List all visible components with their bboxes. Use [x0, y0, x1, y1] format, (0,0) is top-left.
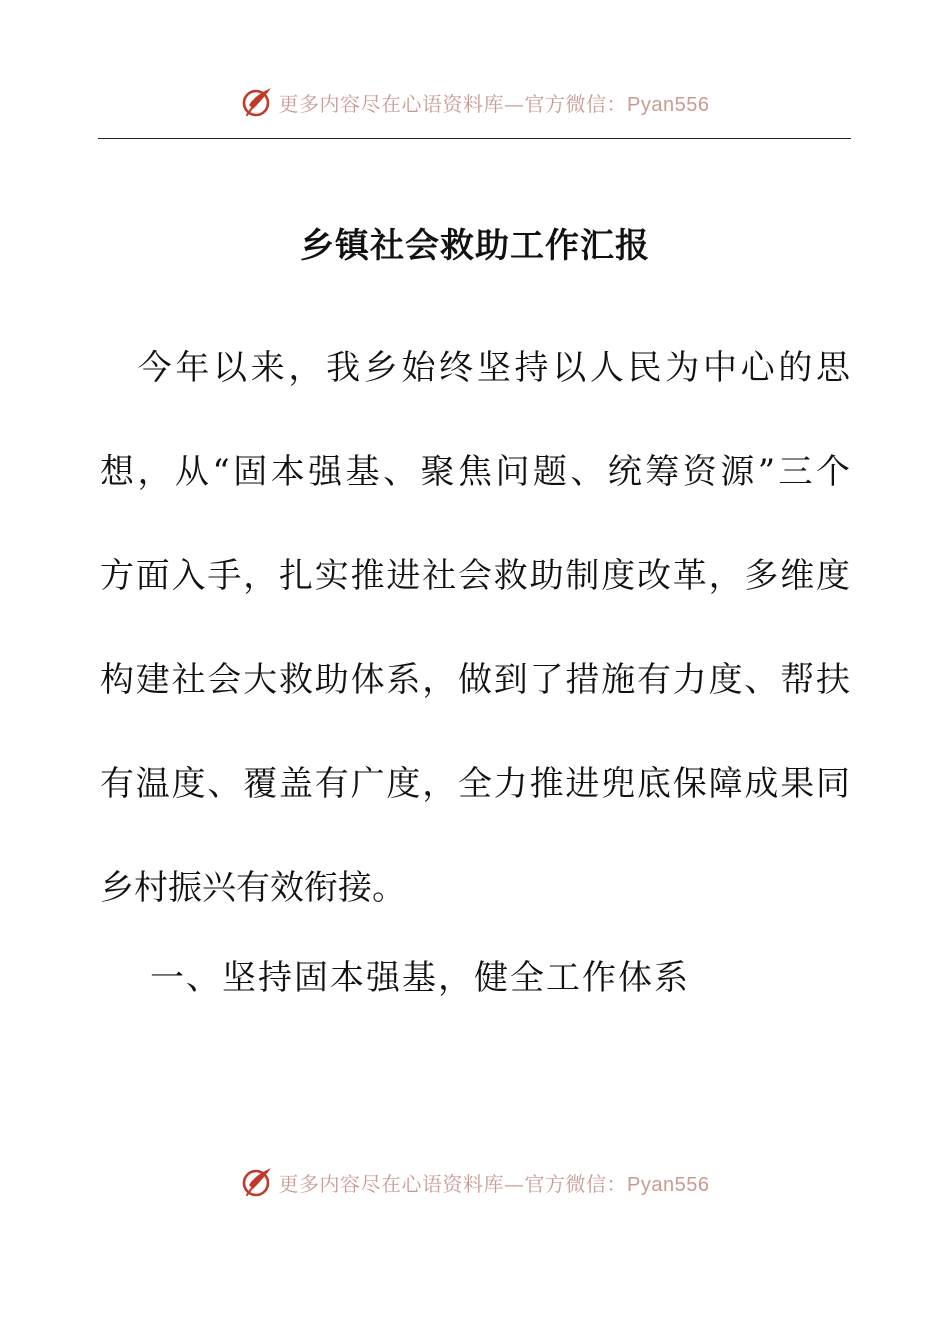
paragraph-line: 构建社会大救助体系，做到了措施有力度、帮扶: [100, 660, 850, 700]
footer-wechat-id: Pyan556: [627, 1173, 710, 1196]
paragraph-line: 今年以来，我乡始终坚持以人民为中心的思: [100, 348, 850, 388]
paragraph-line: 想，从“固本强基、聚焦问题、统筹资源”三个: [100, 452, 850, 492]
footer-banner: [0, 1162, 950, 1202]
header-banner: [0, 82, 950, 122]
header-banner-text: 更多内容尽在心语资料库—官方微信：Pyan556: [278, 91, 710, 116]
paragraph-line: 方面入手，扎实推进社会救助制度改革，多维度: [100, 556, 850, 596]
quill-logo-icon: [241, 85, 275, 119]
document-title: 乡镇社会救助工作汇报: [300, 226, 650, 266]
paragraph-1: [100, 316, 850, 940]
header-wechat-id: Pyan556: [627, 93, 710, 116]
footer-banner-text: 更多内容尽在心语资料库—官方微信：Pyan556: [278, 1171, 710, 1196]
header-divider: [98, 138, 851, 139]
quill-logo-icon: [241, 1165, 275, 1199]
paragraph-line: 有温度、覆盖有广度，全力推进兜底保障成果同: [100, 764, 850, 804]
section-1-heading: 一、坚持固本强基，健全工作体系: [150, 958, 690, 998]
paragraph-line: 乡村振兴有效衔接。: [100, 868, 406, 908]
